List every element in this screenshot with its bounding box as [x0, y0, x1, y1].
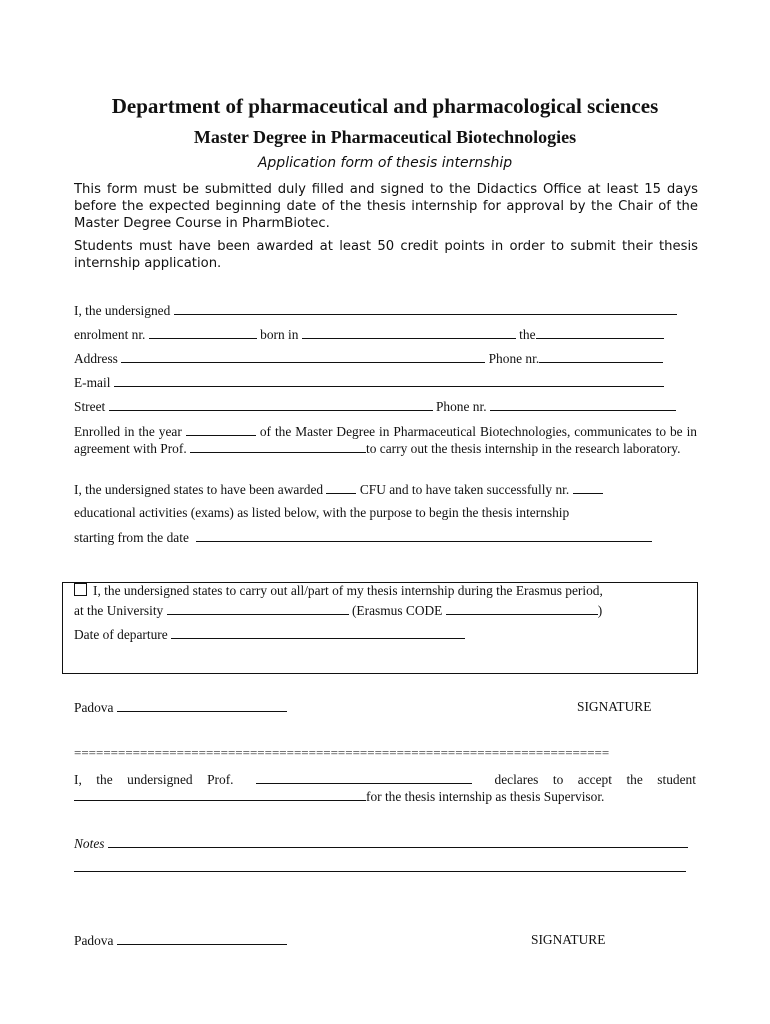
departure-label: Date of departure: [74, 627, 168, 642]
supervisor-paragraph: [74, 771, 696, 805]
street-row: [74, 398, 676, 415]
page-title: Department of pharmaceutical and pharmacological sciences: [111, 94, 659, 118]
phone2-field[interactable]: [490, 398, 676, 411]
email-row: [74, 374, 664, 391]
credits-text-2: CFU and to have taken successfully nr.: [359, 482, 570, 497]
cfu-field[interactable]: [326, 481, 356, 494]
supervisor-name-field[interactable]: [256, 771, 472, 784]
enrolled-paragraph: [74, 423, 697, 457]
erasmus-code-field[interactable]: [446, 602, 598, 615]
departure-row: [74, 626, 465, 643]
supervisor-text-1: I, the undersigned Prof.: [74, 772, 234, 787]
born-in-label: born in: [260, 327, 299, 342]
page-subtitle: Master Degree in Pharmaceutical Biotechnologies: [193, 127, 577, 147]
start-date-label: starting from the date: [74, 530, 189, 545]
enrolment-label: enrolment nr.: [74, 327, 146, 342]
phone-label: Phone nr.: [488, 351, 540, 366]
birthdate-label: the: [519, 327, 536, 342]
undersigned-name-field[interactable]: [174, 302, 677, 315]
erasmus-statement: I, the undersigned states to carry out all/part of my thesis internship during the Erasmus period,: [93, 583, 603, 598]
place-label: Padova: [74, 700, 114, 715]
enrolled-text-2: of the Master Degree in Pharmaceutical Biotechnologies, communicates to be in agreement with Prof.: [74, 424, 698, 456]
place-date-field-2[interactable]: [117, 932, 287, 945]
enrolment-number-field[interactable]: [149, 326, 257, 339]
address-row: [74, 350, 663, 367]
phone2-label: Phone nr.: [435, 399, 487, 414]
notes-field-2[interactable]: [74, 859, 686, 872]
place-label-2: Padova: [74, 933, 114, 948]
supervisor-text-2: declares to accept the student: [494, 772, 696, 787]
notes-label: Notes: [74, 836, 105, 851]
university-field[interactable]: [167, 602, 349, 615]
phone-field[interactable]: [539, 350, 663, 363]
professor-name-field[interactable]: [190, 440, 366, 453]
credits-row-2: educational activities (exams) as listed below, with the purpose to begin the thesis internship: [74, 505, 570, 520]
erasmus-university-row: [74, 602, 602, 619]
start-date-field[interactable]: [196, 529, 652, 542]
street-field[interactable]: [109, 398, 433, 411]
birthdate-field[interactable]: [536, 326, 664, 339]
notes-row: [74, 835, 688, 852]
enrolled-text-1: Enrolled in the year: [74, 424, 182, 439]
university-label: at the University: [74, 603, 164, 618]
intro-paragraph-submission: This form must be submitted duly filled and signed to the Didactics Office at least 15 days before the expected beginning date of the thesis internship for approval by the Chair of the Master Degree Course in PharmBiotec.: [74, 182, 698, 231]
notes-row-2: [74, 859, 686, 876]
notes-field[interactable]: [108, 835, 688, 848]
separator: =========================================================================: [74, 745, 610, 760]
student-name-field[interactable]: [74, 788, 366, 801]
street-label: Street: [74, 399, 106, 414]
erasmus-code-label: (Erasmus CODE: [351, 603, 443, 618]
credits-row: [74, 481, 603, 498]
undersigned-row: [74, 302, 677, 319]
birthplace-field[interactable]: [302, 326, 516, 339]
supervisor-place-row: [74, 932, 287, 949]
student-signature-label: SIGNATURE: [577, 699, 652, 714]
erasmus-code-close: ): [597, 603, 603, 618]
start-date-row: [74, 529, 652, 546]
address-field[interactable]: [121, 350, 485, 363]
signature-place-row: [74, 699, 287, 716]
form-name: Application form of thesis internship: [257, 155, 513, 171]
enrolment-row: [74, 326, 664, 343]
intro-paragraph-credits: Students must have been awarded at least 50 credit points in order to submit their thesis internship application.: [74, 239, 698, 271]
departure-date-field[interactable]: [171, 626, 465, 639]
undersigned-label: I, the undersigned: [74, 303, 171, 318]
enrolled-year-field[interactable]: [186, 423, 256, 436]
credits-text-1: I, the undersigned states to have been awarded: [74, 482, 324, 497]
supervisor-signature-label: SIGNATURE: [531, 932, 606, 947]
exams-count-field[interactable]: [573, 481, 603, 494]
erasmus-statement-row: [74, 583, 603, 599]
email-label: E-mail: [74, 375, 111, 390]
enrolled-text-3: to carry out the thesis internship in the research laboratory.: [366, 441, 681, 456]
email-field[interactable]: [114, 374, 664, 387]
erasmus-checkbox[interactable]: [74, 583, 87, 596]
place-date-field[interactable]: [117, 699, 287, 712]
supervisor-text-3: for the thesis internship as thesis Supervisor.: [366, 789, 605, 804]
address-label: Address: [74, 351, 118, 366]
